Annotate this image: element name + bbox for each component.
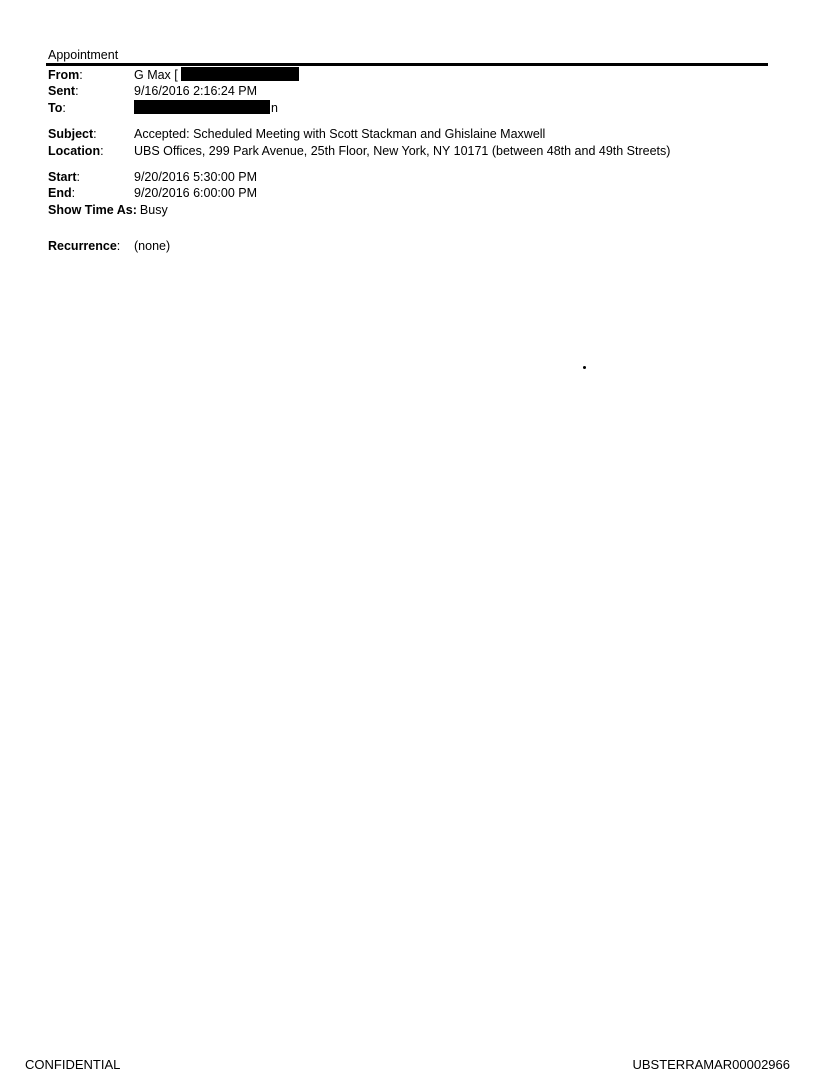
subject-label: Subject:	[48, 127, 97, 141]
sent-label: Sent:	[48, 84, 79, 98]
start-label: Start:	[48, 170, 80, 184]
to-field	[48, 100, 278, 116]
end-field	[48, 185, 257, 201]
recurrence-field	[48, 238, 170, 254]
to-value: n	[271, 101, 278, 115]
sent-field	[48, 83, 257, 99]
show-time-as-field	[48, 202, 168, 218]
recurrence-label: Recurrence:	[48, 239, 121, 253]
subject-field	[48, 126, 545, 142]
document-type-heading: Appointment	[48, 48, 119, 62]
from-value: G Max [	[134, 68, 178, 82]
location-value: UBS Offices, 299 Park Avenue, 25th Floor, New York, NY 10171 (between 48th and 49th Streets)	[134, 144, 671, 158]
from-field	[48, 67, 299, 83]
show-time-as-label: Show Time As:	[48, 203, 137, 217]
show-time-as-value: Busy	[139, 203, 168, 217]
header-divider	[46, 63, 768, 66]
subject-value: Accepted: Scheduled Meeting with Scott Stackman and Ghislaine Maxwell	[134, 127, 546, 141]
from-label: From:	[48, 68, 83, 82]
sent-value: 9/16/2016 2:16:24 PM	[134, 84, 258, 98]
confidential-footer: CONFIDENTIAL	[25, 1057, 121, 1072]
bates-number-footer: UBSTERRAMAR00002966	[632, 1057, 790, 1072]
start-value: 9/20/2016 5:30:00 PM	[134, 170, 258, 184]
to-redaction	[134, 100, 270, 114]
to-label: To:	[48, 101, 66, 115]
from-redaction	[181, 67, 299, 81]
location-label: Location:	[48, 144, 104, 158]
location-field	[48, 143, 670, 159]
recurrence-value: (none)	[134, 239, 171, 253]
end-value: 9/20/2016 6:00:00 PM	[134, 186, 258, 200]
end-label: End:	[48, 186, 76, 200]
stray-mark	[583, 366, 586, 369]
start-field	[48, 169, 257, 185]
